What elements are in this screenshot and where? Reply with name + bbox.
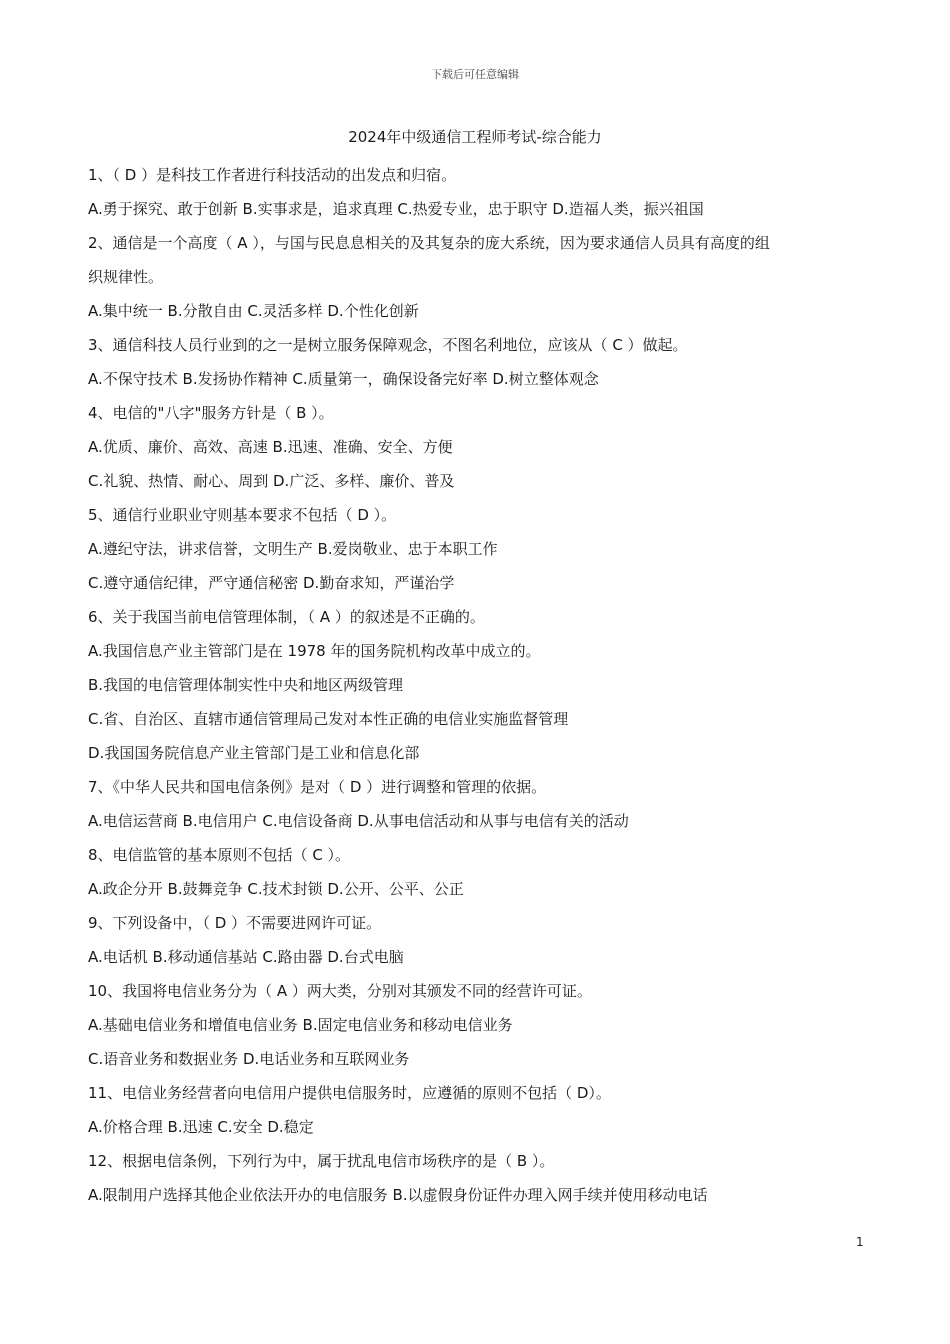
question-list [88, 158, 878, 1212]
question-line: 11、电信业务经营者向电信用户提供电信服务时，应遵循的原则不包括（ D）。 [88, 1084, 611, 1102]
question-line: 10、我国将电信业务分为（ A ）两大类，分别对其颁发不同的经营许可证。 [88, 982, 592, 1000]
question-line: 1、（ D ）是科技工作者进行科技活动的出发点和归宿。 [88, 166, 457, 184]
question-line: 2、通信是一个高度（ A ），与国与民息息相关的及其复杂的庞大系统，因为要求通信人员具有高度的组 [88, 234, 770, 252]
page-number: 1 [856, 1235, 864, 1249]
option-line: A.政企分开 B.鼓舞竞争 C.技术封锁 D.公开、公平、公正 [88, 880, 464, 898]
question-line: 12、根据电信条例，下列行为中，属于扰乱电信市场秩序的是（ B ）。 [88, 1152, 555, 1170]
option-line: A.不保守技术 B.发扬协作精神 C.质量第一，确保设备完好率 D.树立整体观念 [88, 370, 599, 388]
question-line: 7、《中华人民共和国电信条例》是对（ D ）进行调整和管理的依据。 [88, 778, 547, 796]
question-line: 8、电信监管的基本原则不包括（ C ）。 [88, 846, 351, 864]
question-line-continued: 织规律性。 [88, 268, 164, 286]
option-line: C.语音业务和数据业务 D.电话业务和互联网业务 [88, 1050, 410, 1068]
option-line: A.遵纪守法，讲求信誉，文明生产 B.爱岗敬业、忠于本职工作 [88, 540, 498, 558]
option-line: A.集中统一 B.分散自由 C.灵活多样 D.个性化创新 [88, 302, 419, 320]
option-line: A.价格合理 B.迅速 C.安全 D.稳定 [88, 1118, 314, 1136]
option-line: C.礼貌、热情、耐心、周到 D.广泛、多样、廉价、普及 [88, 472, 455, 490]
option-line: B.我国的电信管理体制实性中央和地区两级管理 [88, 676, 404, 694]
option-line: A.限制用户选择其他企业依法开办的电信服务 B.以虚假身份证件办理入网手续并使用移动电话 [88, 1186, 708, 1204]
option-line: A.电信运营商 B.电信用户 C.电信设备商 D.从事电信活动和从事与电信有关的活动 [88, 812, 629, 830]
option-line: A.勇于探究、敢于创新 B.实事求是，追求真理 C.热爱专业，忠于职守 D.造福人类，振兴祖国 [88, 200, 704, 218]
option-line: A.电话机 B.移动通信基站 C.路由器 D.台式电脑 [88, 948, 404, 966]
question-line: 9、下列设备中，（ D ）不需要进网许可证。 [88, 914, 382, 932]
option-line: A.优质、廉价、高效、高速 B.迅速、准确、安全、方便 [88, 438, 453, 456]
option-line: A.基础电信业务和增值电信业务 B.固定电信业务和移动电信业务 [88, 1016, 513, 1034]
option-line: C.遵守通信纪律，严守通信秘密 D.勤奋求知，严谨治学 [88, 574, 455, 592]
option-line: D.我国国务院信息产业主管部门是工业和信息化部 [88, 744, 420, 762]
question-line: 3、通信科技人员行业到的之一是树立服务保障观念，不图名利地位，应该从（ C ）做起。 [88, 336, 688, 354]
question-line: 4、电信的"八字"服务方针是（ B ）。 [88, 404, 334, 422]
header-note: 下载后可任意编辑 [431, 68, 519, 81]
document-title: 2024年中级通信工程师考试-综合能力 [348, 128, 602, 146]
option-line: C.省、自治区、直辖市通信管理局己发对本性正确的电信业实施监督管理 [88, 710, 569, 728]
option-line: A.我国信息产业主管部门是在 1978 年的国务院机构改革中成立的。 [88, 642, 541, 660]
question-line: 6、关于我国当前电信管理体制，（ A ）的叙述是不正确的。 [88, 608, 485, 626]
question-line: 5、通信行业职业守则基本要求不包括（ D ）。 [88, 506, 397, 524]
